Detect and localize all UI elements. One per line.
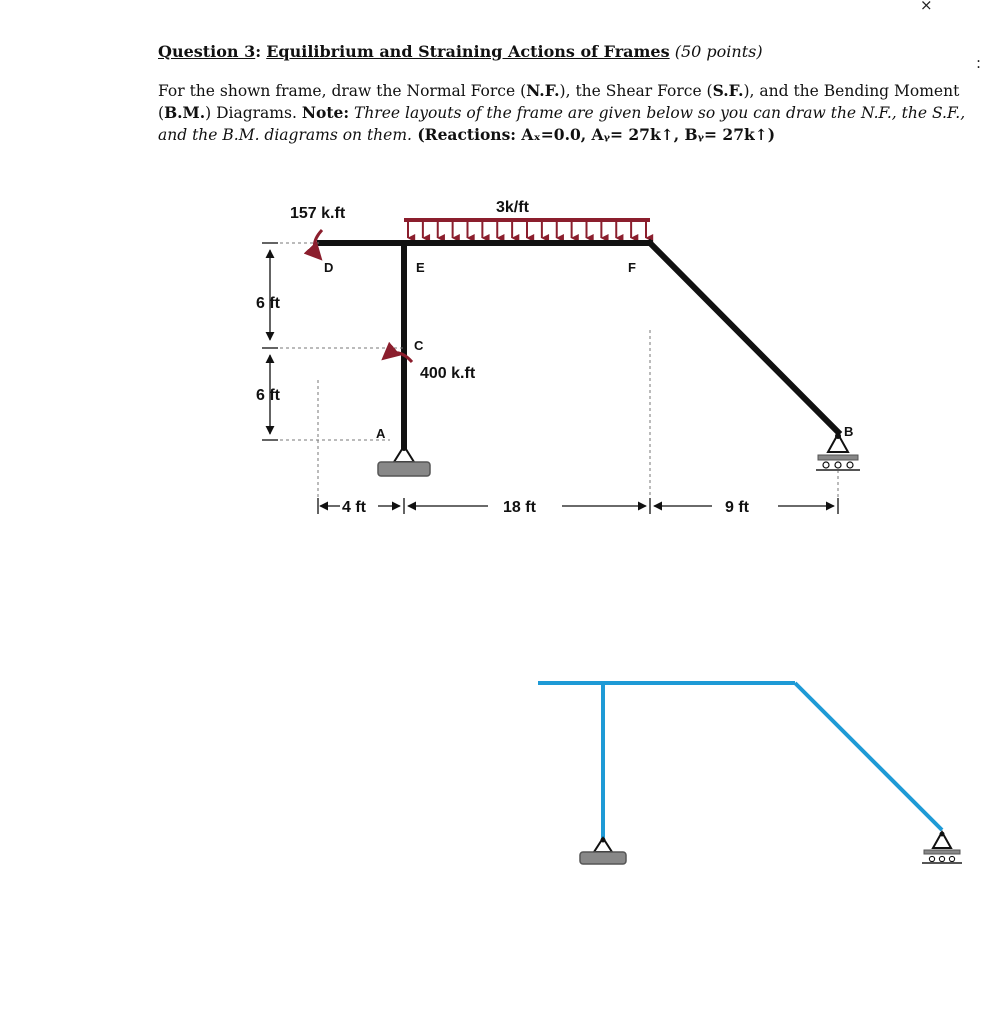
pin-support-a — [378, 445, 430, 476]
layout-inclined — [795, 683, 942, 830]
blank-layout-frame — [538, 683, 942, 842]
instr-mid2: ), and the Bending Moment ( — [158, 82, 960, 122]
roller-support-b — [816, 433, 860, 470]
dimension-guides — [262, 243, 838, 500]
corner-close-icon: ⨯ — [920, 0, 933, 14]
moment-c-label: 400 k.ft — [420, 365, 476, 382]
instr-sf: S.F. — [712, 81, 744, 100]
load-arrows — [408, 222, 646, 238]
question-number: Question 3 — [158, 42, 256, 61]
question-points: (50 points) — [674, 42, 763, 61]
moment-d-label: 157 k.ft — [290, 205, 346, 222]
horizontal-dimensions — [318, 498, 838, 514]
instr-note-label: Note: — [301, 103, 350, 122]
dim-upper-label: 6 ft — [256, 295, 280, 312]
corner-side-glyph: : — [976, 54, 982, 72]
inclined-member-f-b — [650, 243, 838, 432]
vertical-dimensions — [262, 243, 278, 440]
dim-9-label: 9 ft — [725, 499, 749, 516]
instr-mid3: ) Diagrams. — [205, 104, 302, 122]
dim-4-label: 4 ft — [342, 499, 366, 516]
dim-18-label: 18 ft — [503, 499, 536, 516]
instr-bm: B.M. — [164, 103, 206, 122]
question-title: Equilibrium and Straining Actions of Frames — [266, 42, 670, 61]
question-heading: Question 3: Equilibrium and Straining Actions of Frames (50 points) — [158, 42, 763, 61]
moment-c-arrow — [384, 353, 412, 362]
layout-roller-support — [922, 832, 962, 864]
main-frame — [320, 243, 838, 448]
node-f-label: F — [628, 260, 636, 275]
node-c-label: C — [414, 338, 424, 353]
node-e-label: E — [416, 260, 425, 275]
dim-lower-label: 6 ft — [256, 387, 280, 404]
layout-pin-support — [580, 838, 626, 865]
instr-intro: For the shown frame, draw the Normal Force ( — [158, 82, 527, 100]
instr-note-text: Three layouts of the frame are given below so you can draw the N.F., the S.F., and the B.M. diagrams on them. — [158, 104, 966, 144]
node-d-label: D — [324, 260, 334, 275]
instr-reactions: (Reactions: Aₓ=0.0, Aᵧ= 27k↑, Bᵧ= 27k↑) — [411, 125, 776, 144]
instr-mid1: ), the Shear Force ( — [559, 82, 713, 100]
load-label: 3k/ft — [496, 199, 529, 216]
instr-nf: N.F. — [526, 81, 560, 100]
node-a-label: A — [376, 426, 386, 441]
distributed-load — [404, 218, 650, 238]
load-top-bar — [404, 218, 650, 222]
node-b-label: B — [844, 424, 854, 439]
